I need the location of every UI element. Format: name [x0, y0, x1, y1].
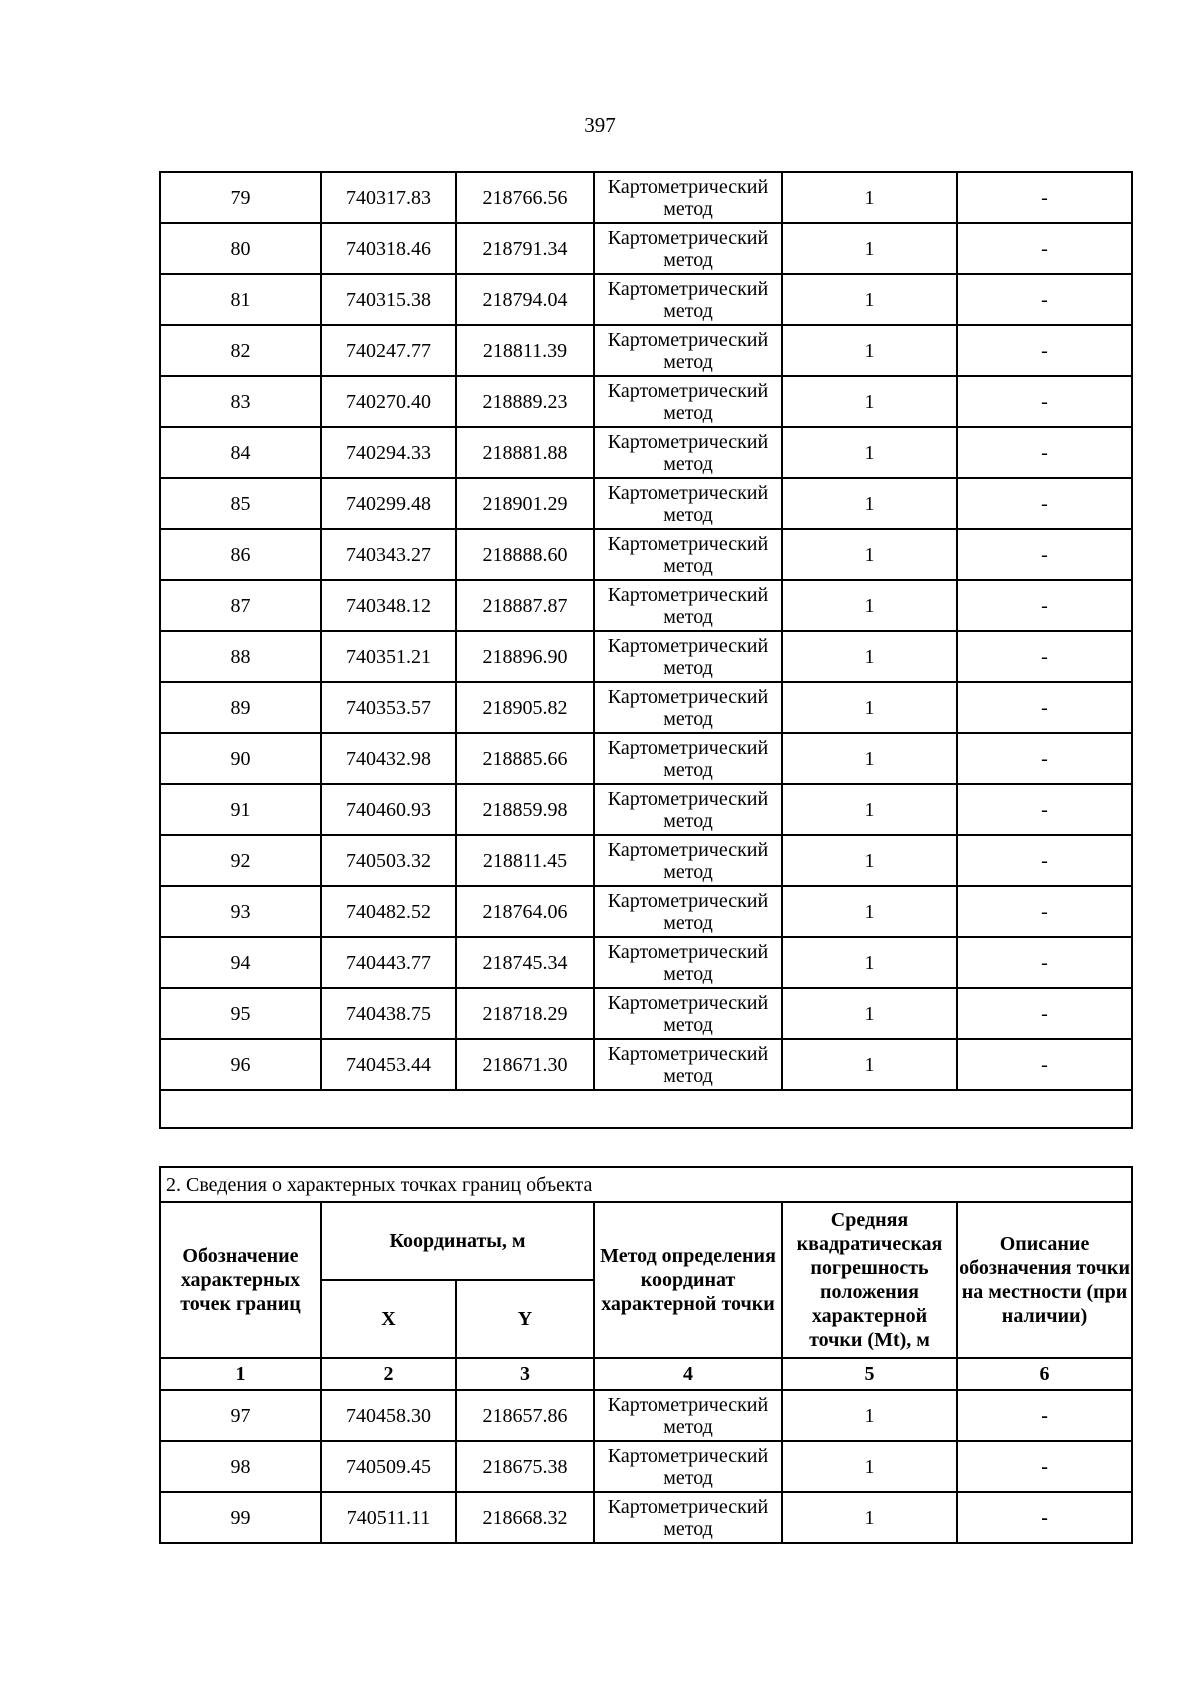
- mean-error-cell: 1: [782, 1492, 957, 1543]
- mean-error-cell: 1: [782, 631, 957, 682]
- y-coordinate-cell: 218881.88: [456, 427, 594, 478]
- method-cell: Картометрический метод: [594, 172, 782, 223]
- x-coordinate-cell: 740443.77: [321, 937, 456, 988]
- description-cell: -: [957, 478, 1132, 529]
- mean-error-cell: 1: [782, 529, 957, 580]
- description-cell: -: [957, 886, 1132, 937]
- table-row: [160, 325, 1132, 376]
- point-id-cell: 97: [160, 1390, 321, 1441]
- mean-error-cell: 1: [782, 223, 957, 274]
- x-coordinate-cell: 740247.77: [321, 325, 456, 376]
- method-cell: Картометрический метод: [594, 937, 782, 988]
- mean-error-cell: 1: [782, 1390, 957, 1441]
- description-cell: -: [957, 325, 1132, 376]
- method-cell: Картометрический метод: [594, 1441, 782, 1492]
- table-row: [160, 1492, 1132, 1543]
- table-row: [160, 937, 1132, 988]
- header-y: Y: [456, 1280, 594, 1358]
- method-cell: Картометрический метод: [594, 1492, 782, 1543]
- x-coordinate-cell: 740270.40: [321, 376, 456, 427]
- description-cell: -: [957, 733, 1132, 784]
- header-x: X: [321, 1280, 456, 1358]
- point-id-cell: 95: [160, 988, 321, 1039]
- description-cell: -: [957, 223, 1132, 274]
- description-cell: -: [957, 835, 1132, 886]
- mean-error-cell: 1: [782, 478, 957, 529]
- method-cell: Картометрический метод: [594, 376, 782, 427]
- y-coordinate-cell: 218905.82: [456, 682, 594, 733]
- description-cell: -: [957, 937, 1132, 988]
- header-points: Обозначение характерных точек границ: [160, 1202, 321, 1358]
- mean-error-cell: 1: [782, 172, 957, 223]
- boundary-points-body: [160, 1390, 1132, 1543]
- column-number: 3: [456, 1358, 594, 1390]
- description-cell: -: [957, 631, 1132, 682]
- table-row: [160, 274, 1132, 325]
- mean-error-cell: 1: [782, 376, 957, 427]
- description-cell: -: [957, 1492, 1132, 1543]
- x-coordinate-cell: 740509.45: [321, 1441, 456, 1492]
- header-coordinates: Координаты, м: [321, 1202, 594, 1280]
- method-cell: Картометрический метод: [594, 325, 782, 376]
- method-cell: Картометрический метод: [594, 682, 782, 733]
- table-row: [160, 1390, 1132, 1441]
- method-cell: Картометрический метод: [594, 223, 782, 274]
- y-coordinate-cell: 218887.87: [456, 580, 594, 631]
- mean-error-cell: 1: [782, 1039, 957, 1090]
- page-number: 397: [584, 113, 616, 137]
- method-cell: Картометрический метод: [594, 886, 782, 937]
- x-coordinate-cell: 740482.52: [321, 886, 456, 937]
- point-id-cell: 91: [160, 784, 321, 835]
- table-row: [160, 1039, 1132, 1090]
- description-cell: -: [957, 682, 1132, 733]
- description-cell: -: [957, 1441, 1132, 1492]
- method-cell: Картометрический метод: [594, 784, 782, 835]
- y-coordinate-cell: 218718.29: [456, 988, 594, 1039]
- point-id-cell: 86: [160, 529, 321, 580]
- description-cell: -: [957, 427, 1132, 478]
- header-mean-error: Средняя квадратическая погрешность положения характерной точки (Mt), м: [782, 1202, 957, 1358]
- method-cell: Картометрический метод: [594, 988, 782, 1039]
- method-cell: Картометрический метод: [594, 1039, 782, 1090]
- point-id-cell: 89: [160, 682, 321, 733]
- table-row: [160, 835, 1132, 886]
- description-cell: -: [957, 580, 1132, 631]
- point-id-cell: 90: [160, 733, 321, 784]
- x-coordinate-cell: 740438.75: [321, 988, 456, 1039]
- header-method: Метод определения координат характерной точки: [594, 1202, 782, 1358]
- x-coordinate-cell: 740460.93: [321, 784, 456, 835]
- method-cell: Картометрический метод: [594, 529, 782, 580]
- point-id-cell: 83: [160, 376, 321, 427]
- x-coordinate-cell: 740353.57: [321, 682, 456, 733]
- table-row: [160, 733, 1132, 784]
- mean-error-cell: 1: [782, 427, 957, 478]
- method-cell: Картометрический метод: [594, 835, 782, 886]
- method-cell: Картометрический метод: [594, 580, 782, 631]
- x-coordinate-cell: 740299.48: [321, 478, 456, 529]
- column-number: 4: [594, 1358, 782, 1390]
- coordinates-table-continued: [159, 171, 1133, 1129]
- table-row: [160, 427, 1132, 478]
- point-id-cell: 87: [160, 580, 321, 631]
- point-id-cell: 79: [160, 172, 321, 223]
- y-coordinate-cell: 218791.34: [456, 223, 594, 274]
- y-coordinate-cell: 218811.39: [456, 325, 594, 376]
- table-row: [160, 1441, 1132, 1492]
- column-number: 6: [957, 1358, 1132, 1390]
- table-row: [160, 478, 1132, 529]
- method-cell: Картометрический метод: [594, 1390, 782, 1441]
- boundary-points-table: [159, 1166, 1133, 1544]
- section-title: 2. Сведения о характерных точках границ объекта: [160, 1167, 1132, 1202]
- table-row: [160, 376, 1132, 427]
- x-coordinate-cell: 740351.21: [321, 631, 456, 682]
- x-coordinate-cell: 740511.11: [321, 1492, 456, 1543]
- mean-error-cell: 1: [782, 325, 957, 376]
- method-cell: Картометрический метод: [594, 631, 782, 682]
- table-row: [160, 682, 1132, 733]
- x-coordinate-cell: 740318.46: [321, 223, 456, 274]
- y-coordinate-cell: 218657.86: [456, 1390, 594, 1441]
- table-row: [160, 886, 1132, 937]
- table-row: [160, 784, 1132, 835]
- mean-error-cell: 1: [782, 886, 957, 937]
- y-coordinate-cell: 218859.98: [456, 784, 594, 835]
- description-cell: -: [957, 1390, 1132, 1441]
- x-coordinate-cell: 740294.33: [321, 427, 456, 478]
- column-number: 5: [782, 1358, 957, 1390]
- mean-error-cell: 1: [782, 937, 957, 988]
- method-cell: Картометрический метод: [594, 478, 782, 529]
- description-cell: -: [957, 274, 1132, 325]
- mean-error-cell: 1: [782, 784, 957, 835]
- mean-error-cell: 1: [782, 988, 957, 1039]
- description-cell: -: [957, 172, 1132, 223]
- point-id-cell: 80: [160, 223, 321, 274]
- table-row: [160, 580, 1132, 631]
- y-coordinate-cell: 218794.04: [456, 274, 594, 325]
- description-cell: -: [957, 988, 1132, 1039]
- mean-error-cell: 1: [782, 580, 957, 631]
- mean-error-cell: 1: [782, 835, 957, 886]
- x-coordinate-cell: 740343.27: [321, 529, 456, 580]
- point-id-cell: 98: [160, 1441, 321, 1492]
- description-cell: -: [957, 1039, 1132, 1090]
- y-coordinate-cell: 218766.56: [456, 172, 594, 223]
- table-row: [160, 172, 1132, 223]
- table-row: [160, 223, 1132, 274]
- point-id-cell: 82: [160, 325, 321, 376]
- x-coordinate-cell: 740317.83: [321, 172, 456, 223]
- x-coordinate-cell: 740432.98: [321, 733, 456, 784]
- y-coordinate-cell: 218675.38: [456, 1441, 594, 1492]
- mean-error-cell: 1: [782, 682, 957, 733]
- x-coordinate-cell: 740348.12: [321, 580, 456, 631]
- table-row: [160, 529, 1132, 580]
- x-coordinate-cell: 740315.38: [321, 274, 456, 325]
- point-id-cell: 81: [160, 274, 321, 325]
- blank-cell: [160, 1090, 1132, 1128]
- y-coordinate-cell: 218668.32: [456, 1492, 594, 1543]
- y-coordinate-cell: 218811.45: [456, 835, 594, 886]
- column-number: 2: [321, 1358, 456, 1390]
- mean-error-cell: 1: [782, 733, 957, 784]
- table-row: [160, 988, 1132, 1039]
- point-id-cell: 96: [160, 1039, 321, 1090]
- y-coordinate-cell: 218671.30: [456, 1039, 594, 1090]
- y-coordinate-cell: 218889.23: [456, 376, 594, 427]
- description-cell: -: [957, 784, 1132, 835]
- table-row: [160, 631, 1132, 682]
- y-coordinate-cell: 218896.90: [456, 631, 594, 682]
- mean-error-cell: 1: [782, 274, 957, 325]
- point-id-cell: 93: [160, 886, 321, 937]
- x-coordinate-cell: 740458.30: [321, 1390, 456, 1441]
- y-coordinate-cell: 218888.60: [456, 529, 594, 580]
- x-coordinate-cell: 740453.44: [321, 1039, 456, 1090]
- y-coordinate-cell: 218885.66: [456, 733, 594, 784]
- description-cell: -: [957, 529, 1132, 580]
- point-id-cell: 99: [160, 1492, 321, 1543]
- point-id-cell: 88: [160, 631, 321, 682]
- point-id-cell: 84: [160, 427, 321, 478]
- description-cell: -: [957, 376, 1132, 427]
- y-coordinate-cell: 218745.34: [456, 937, 594, 988]
- x-coordinate-cell: 740503.32: [321, 835, 456, 886]
- method-cell: Картометрический метод: [594, 274, 782, 325]
- y-coordinate-cell: 218901.29: [456, 478, 594, 529]
- header-description: Описание обозначения точки на местности (при наличии): [957, 1202, 1132, 1358]
- blank-row: [160, 1090, 1132, 1128]
- method-cell: Картометрический метод: [594, 427, 782, 478]
- point-id-cell: 94: [160, 937, 321, 988]
- point-id-cell: 85: [160, 478, 321, 529]
- coordinates-table-body: [160, 172, 1132, 1128]
- y-coordinate-cell: 218764.06: [456, 886, 594, 937]
- point-id-cell: 92: [160, 835, 321, 886]
- column-number: 1: [160, 1358, 321, 1390]
- method-cell: Картометрический метод: [594, 733, 782, 784]
- mean-error-cell: 1: [782, 1441, 957, 1492]
